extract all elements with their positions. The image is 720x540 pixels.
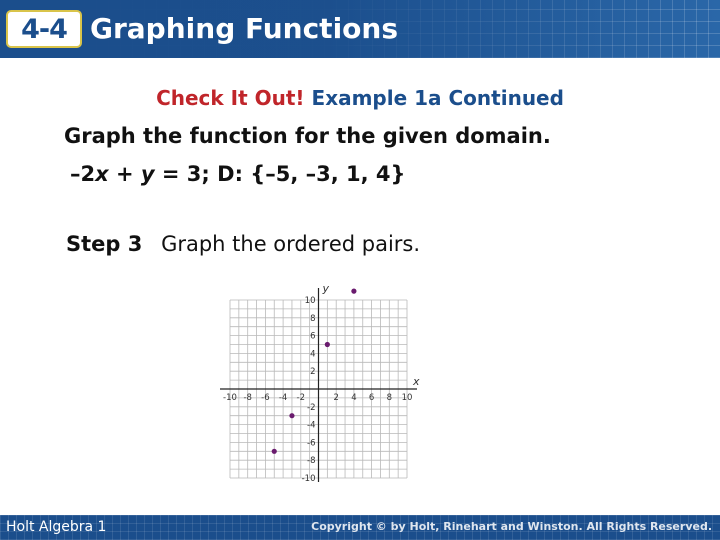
footer-course-label: Holt Algebra 1: [6, 519, 107, 535]
equation-middle: +: [108, 162, 141, 186]
lesson-number: 4-4: [21, 13, 67, 45]
x-tick-label: -6: [261, 393, 270, 403]
y-tick-label: -2: [307, 402, 316, 413]
x-tick-label: 6: [368, 393, 375, 403]
x-tick-label: -10: [223, 393, 237, 403]
equation-rest: = 3; D: {–5, –3, 1, 4}: [154, 162, 406, 186]
equation-x-variable: x: [95, 162, 109, 186]
example-label: Example 1a Continued: [311, 86, 564, 110]
x-tick-label: -8: [243, 393, 252, 403]
y-tick-label: -10: [301, 474, 316, 484]
y-tick-label: 6: [310, 331, 316, 342]
y-tick-label: 10: [304, 296, 316, 306]
example-subtitle: [0, 86, 720, 110]
footer-copyright: Copyright © by Holt, Rinehart and Winston. All Rights Reserved.: [311, 520, 712, 533]
step-text: Graph the ordered pairs.: [161, 232, 421, 256]
data-point: [325, 342, 330, 347]
check-it-out-label: Check It Out!: [156, 86, 305, 110]
x-tick-label: 2: [333, 393, 339, 403]
instruction-text: Graph the function for the given domain.: [64, 124, 551, 148]
lesson-badge: [6, 10, 82, 48]
y-tick-label: 2: [310, 367, 316, 378]
y-tick-label: -8: [307, 456, 316, 467]
y-tick-label: 4: [310, 349, 316, 360]
header-bar: [0, 0, 720, 58]
axes: [220, 282, 420, 482]
lesson-title: Graphing Functions: [90, 12, 398, 45]
y-tick-label: 8: [310, 313, 316, 324]
footer-bar: [0, 515, 720, 540]
coordinate-graph: [200, 280, 430, 490]
equation-text: [70, 162, 406, 186]
step-label: Step 3: [66, 232, 143, 256]
data-point: [272, 449, 277, 454]
y-axis-label: y: [322, 282, 330, 295]
equation-y-variable: y: [140, 162, 155, 186]
x-tick-label: -2: [296, 393, 306, 403]
data-point: [351, 289, 356, 294]
y-tick-label: -4: [307, 420, 316, 431]
data-point: [289, 413, 294, 418]
x-tick-label: -4: [278, 393, 288, 403]
x-axis-label: x: [413, 375, 420, 388]
x-tick-label: 10: [401, 393, 413, 403]
x-tick-label: 4: [351, 393, 357, 403]
step-line: [66, 232, 420, 256]
tick-labels: [223, 296, 412, 484]
equation-prefix: –2: [70, 162, 96, 186]
x-tick-label: 8: [386, 393, 393, 403]
y-tick-label: -6: [307, 438, 316, 449]
